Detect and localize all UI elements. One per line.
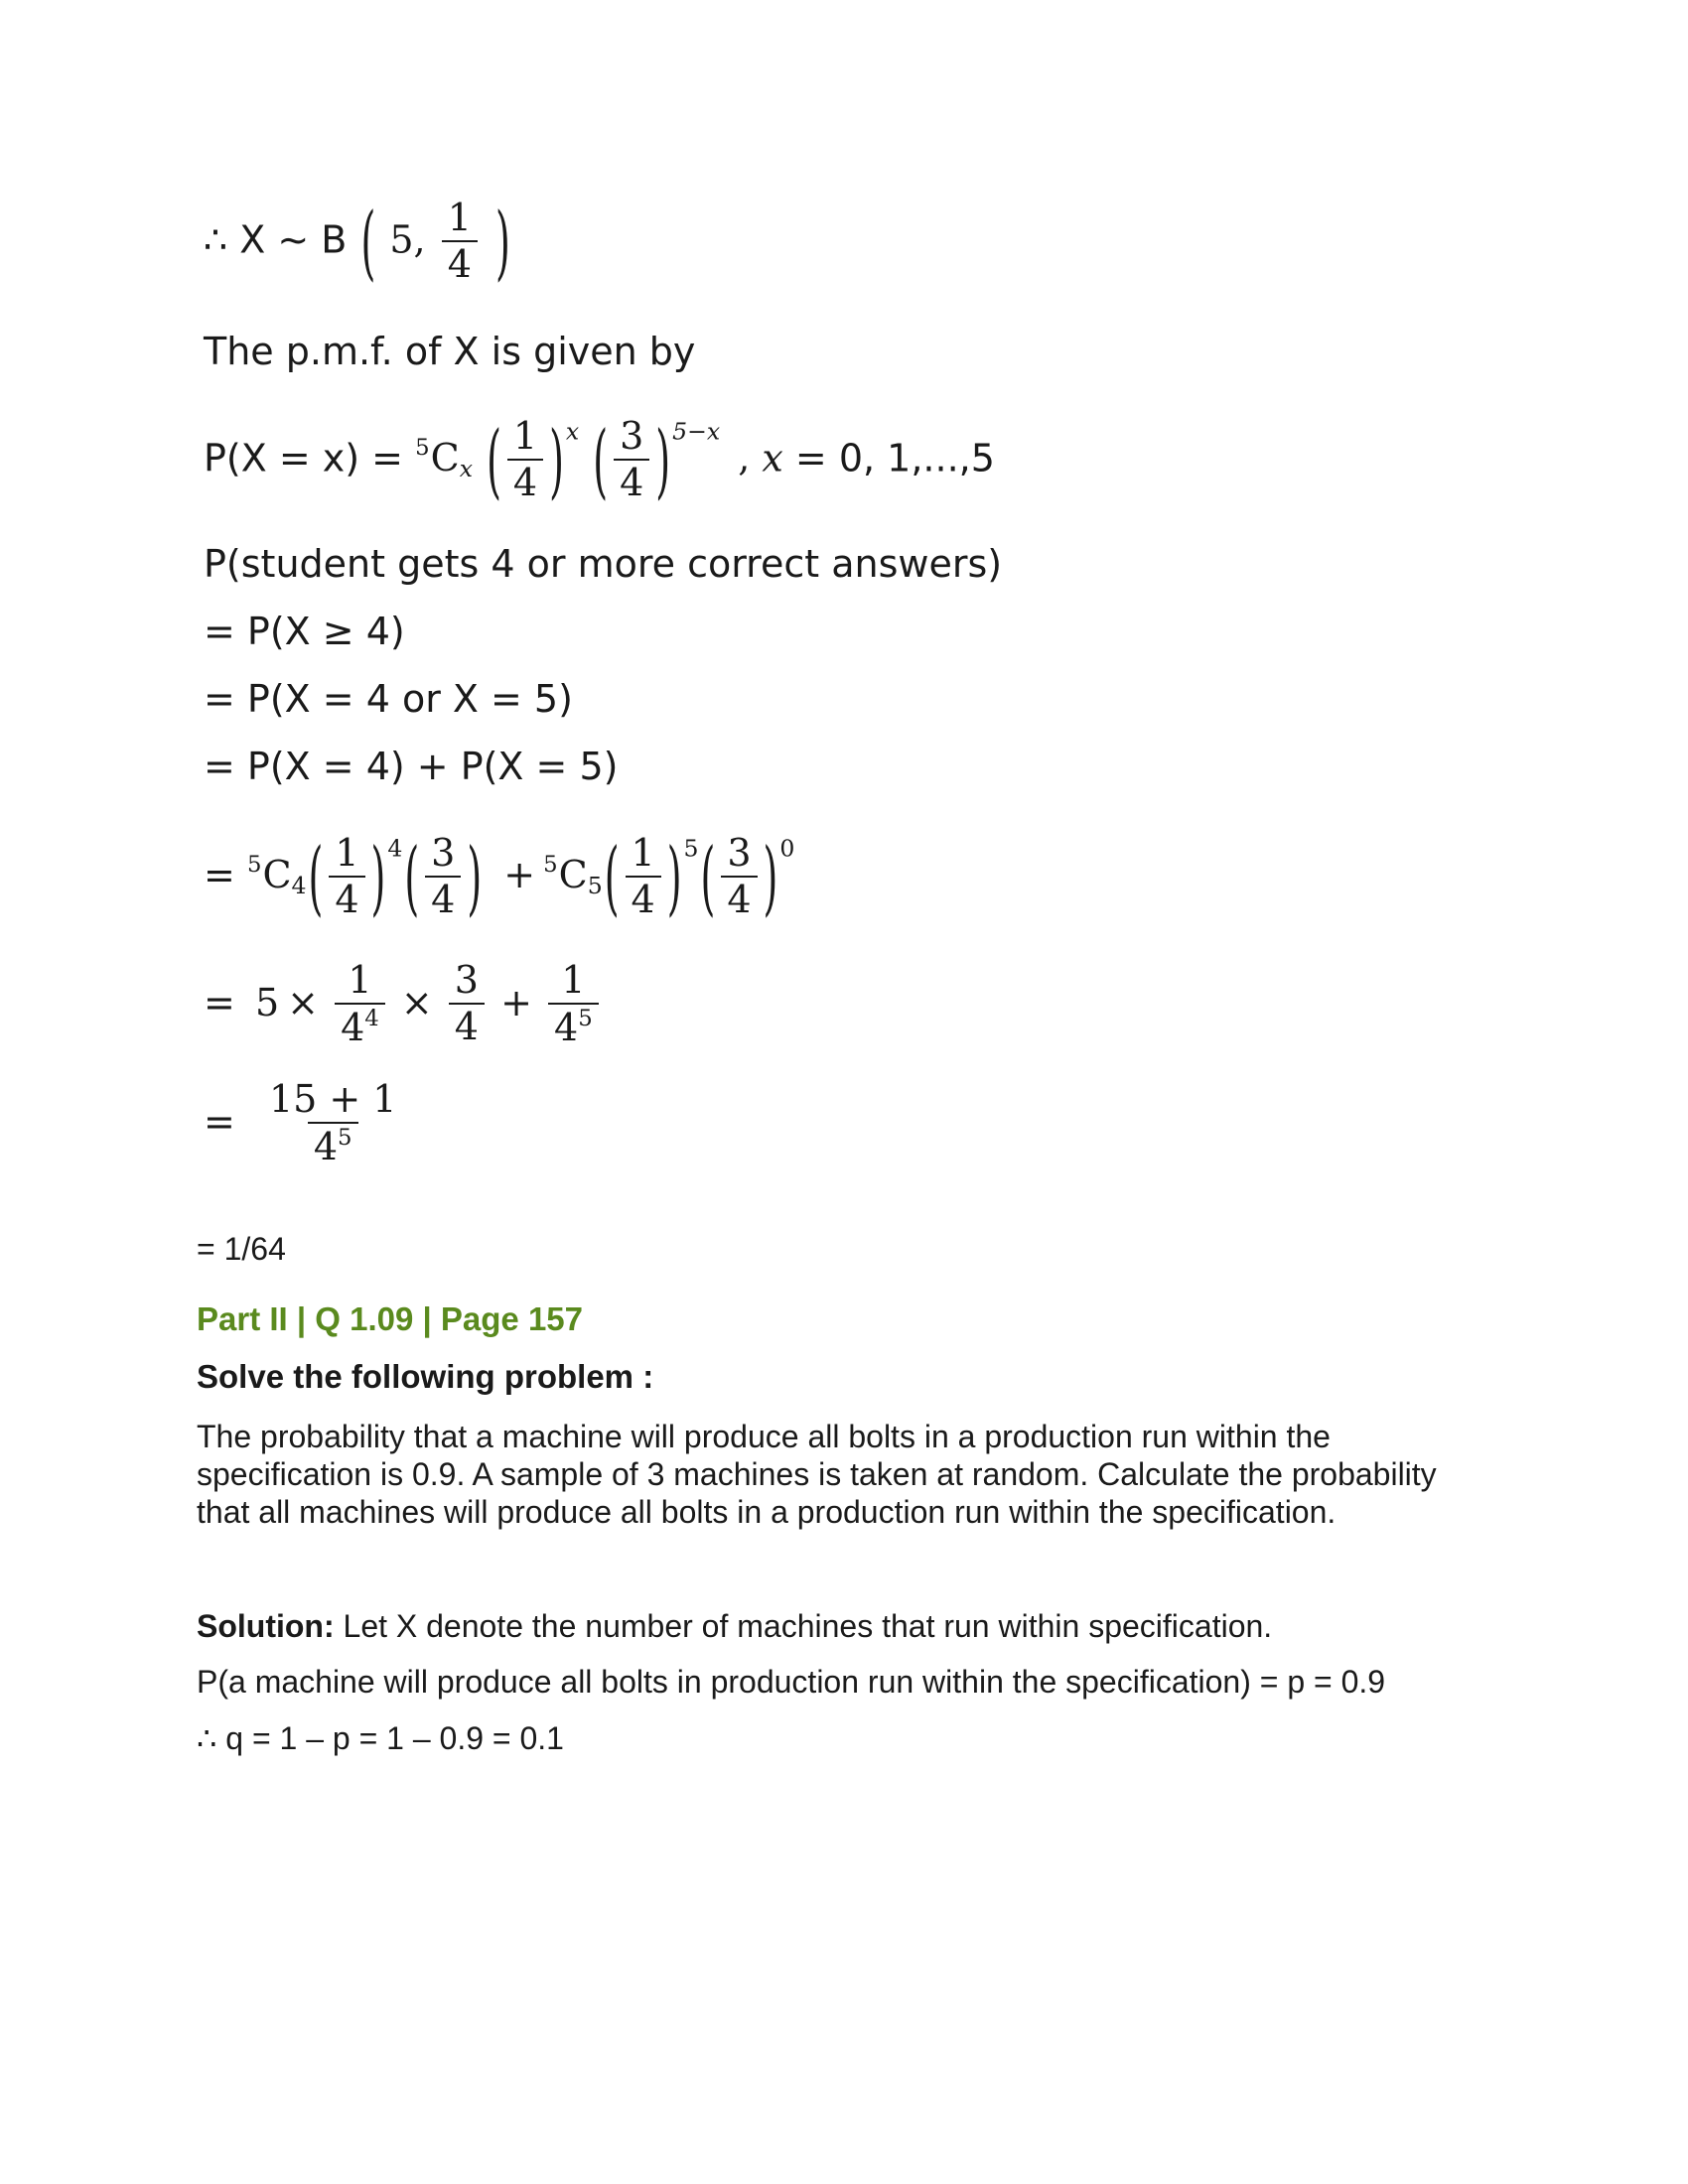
- solution-probability-line: P(a machine will produce all bolts in production run within the specification) = p = 0.9: [197, 1664, 1386, 1700]
- step-at-least-four: = P(X ≥ 4): [204, 610, 405, 653]
- trial-count: 5,: [389, 217, 426, 262]
- failure-fraction: $\frac{3}{4}$: [614, 417, 649, 504]
- question-heading: Part II | Q 1.09 | Page 157: [197, 1300, 584, 1337]
- left-paren: (: [360, 195, 376, 290]
- pmf-formula: $P(X = x) = ^5C_x$ ( $\frac{1}{4}$ )$^x$ ( $\frac{3}{4}$ )$^{5-x}$ , x = 0, 1,...,5: [204, 413, 995, 508]
- combination: $^5C_x$: [415, 435, 473, 483]
- binomial-distribution-line: [204, 195, 512, 290]
- right-paren: ): [495, 195, 510, 290]
- product-expression: = 5 × $\frac{1}{4^4}$ × $\frac{3}{4}$ + $\frac{1}{4^5}$: [204, 961, 603, 1049]
- step-four-or-five: = P(X = 4 or X = 5): [204, 677, 573, 721]
- pmf-intro-text: The p.m.f. of X is given by: [204, 330, 696, 373]
- solution-complement-line: ∴ q = 1 – p = 1 – 0.9 = 0.1: [197, 1720, 564, 1756]
- instruction-text: Solve the following problem :: [197, 1358, 654, 1395]
- event-description: P(student gets 4 or more correct answers): [204, 542, 1003, 586]
- combined-fraction: = $\frac{15 + 1}{4^5}$: [204, 1077, 397, 1168]
- question-body: The probability that a machine will produce all bolts in a production run within the specification is 0.9. A sample of 3 machines is taken at random. Calculate the probability that all machines will produce all bolts in a production run within the specification.: [197, 1419, 1437, 1530]
- binomial-expansion: = $^5C_4$( $\frac{1}{4}$ )$^4$( $\frac{3}{4}$ ) + $^5C_5$( $\frac{1}{4}$ )$^5$( $\frac{3}{4}$ )$^0$: [204, 830, 795, 925]
- distribution-prefix: ∴ X ~ B: [204, 217, 348, 262]
- probability-fraction: $\frac{1}{4}$: [442, 199, 478, 286]
- success-fraction: $\frac{1}{4}$: [507, 417, 543, 504]
- step-sum: = P(X = 4) + P(X = 5): [204, 745, 619, 788]
- final-answer: = 1/64: [197, 1231, 286, 1267]
- solution-intro: Solution: Let X denote the number of machines that run within specification.: [197, 1608, 1273, 1644]
